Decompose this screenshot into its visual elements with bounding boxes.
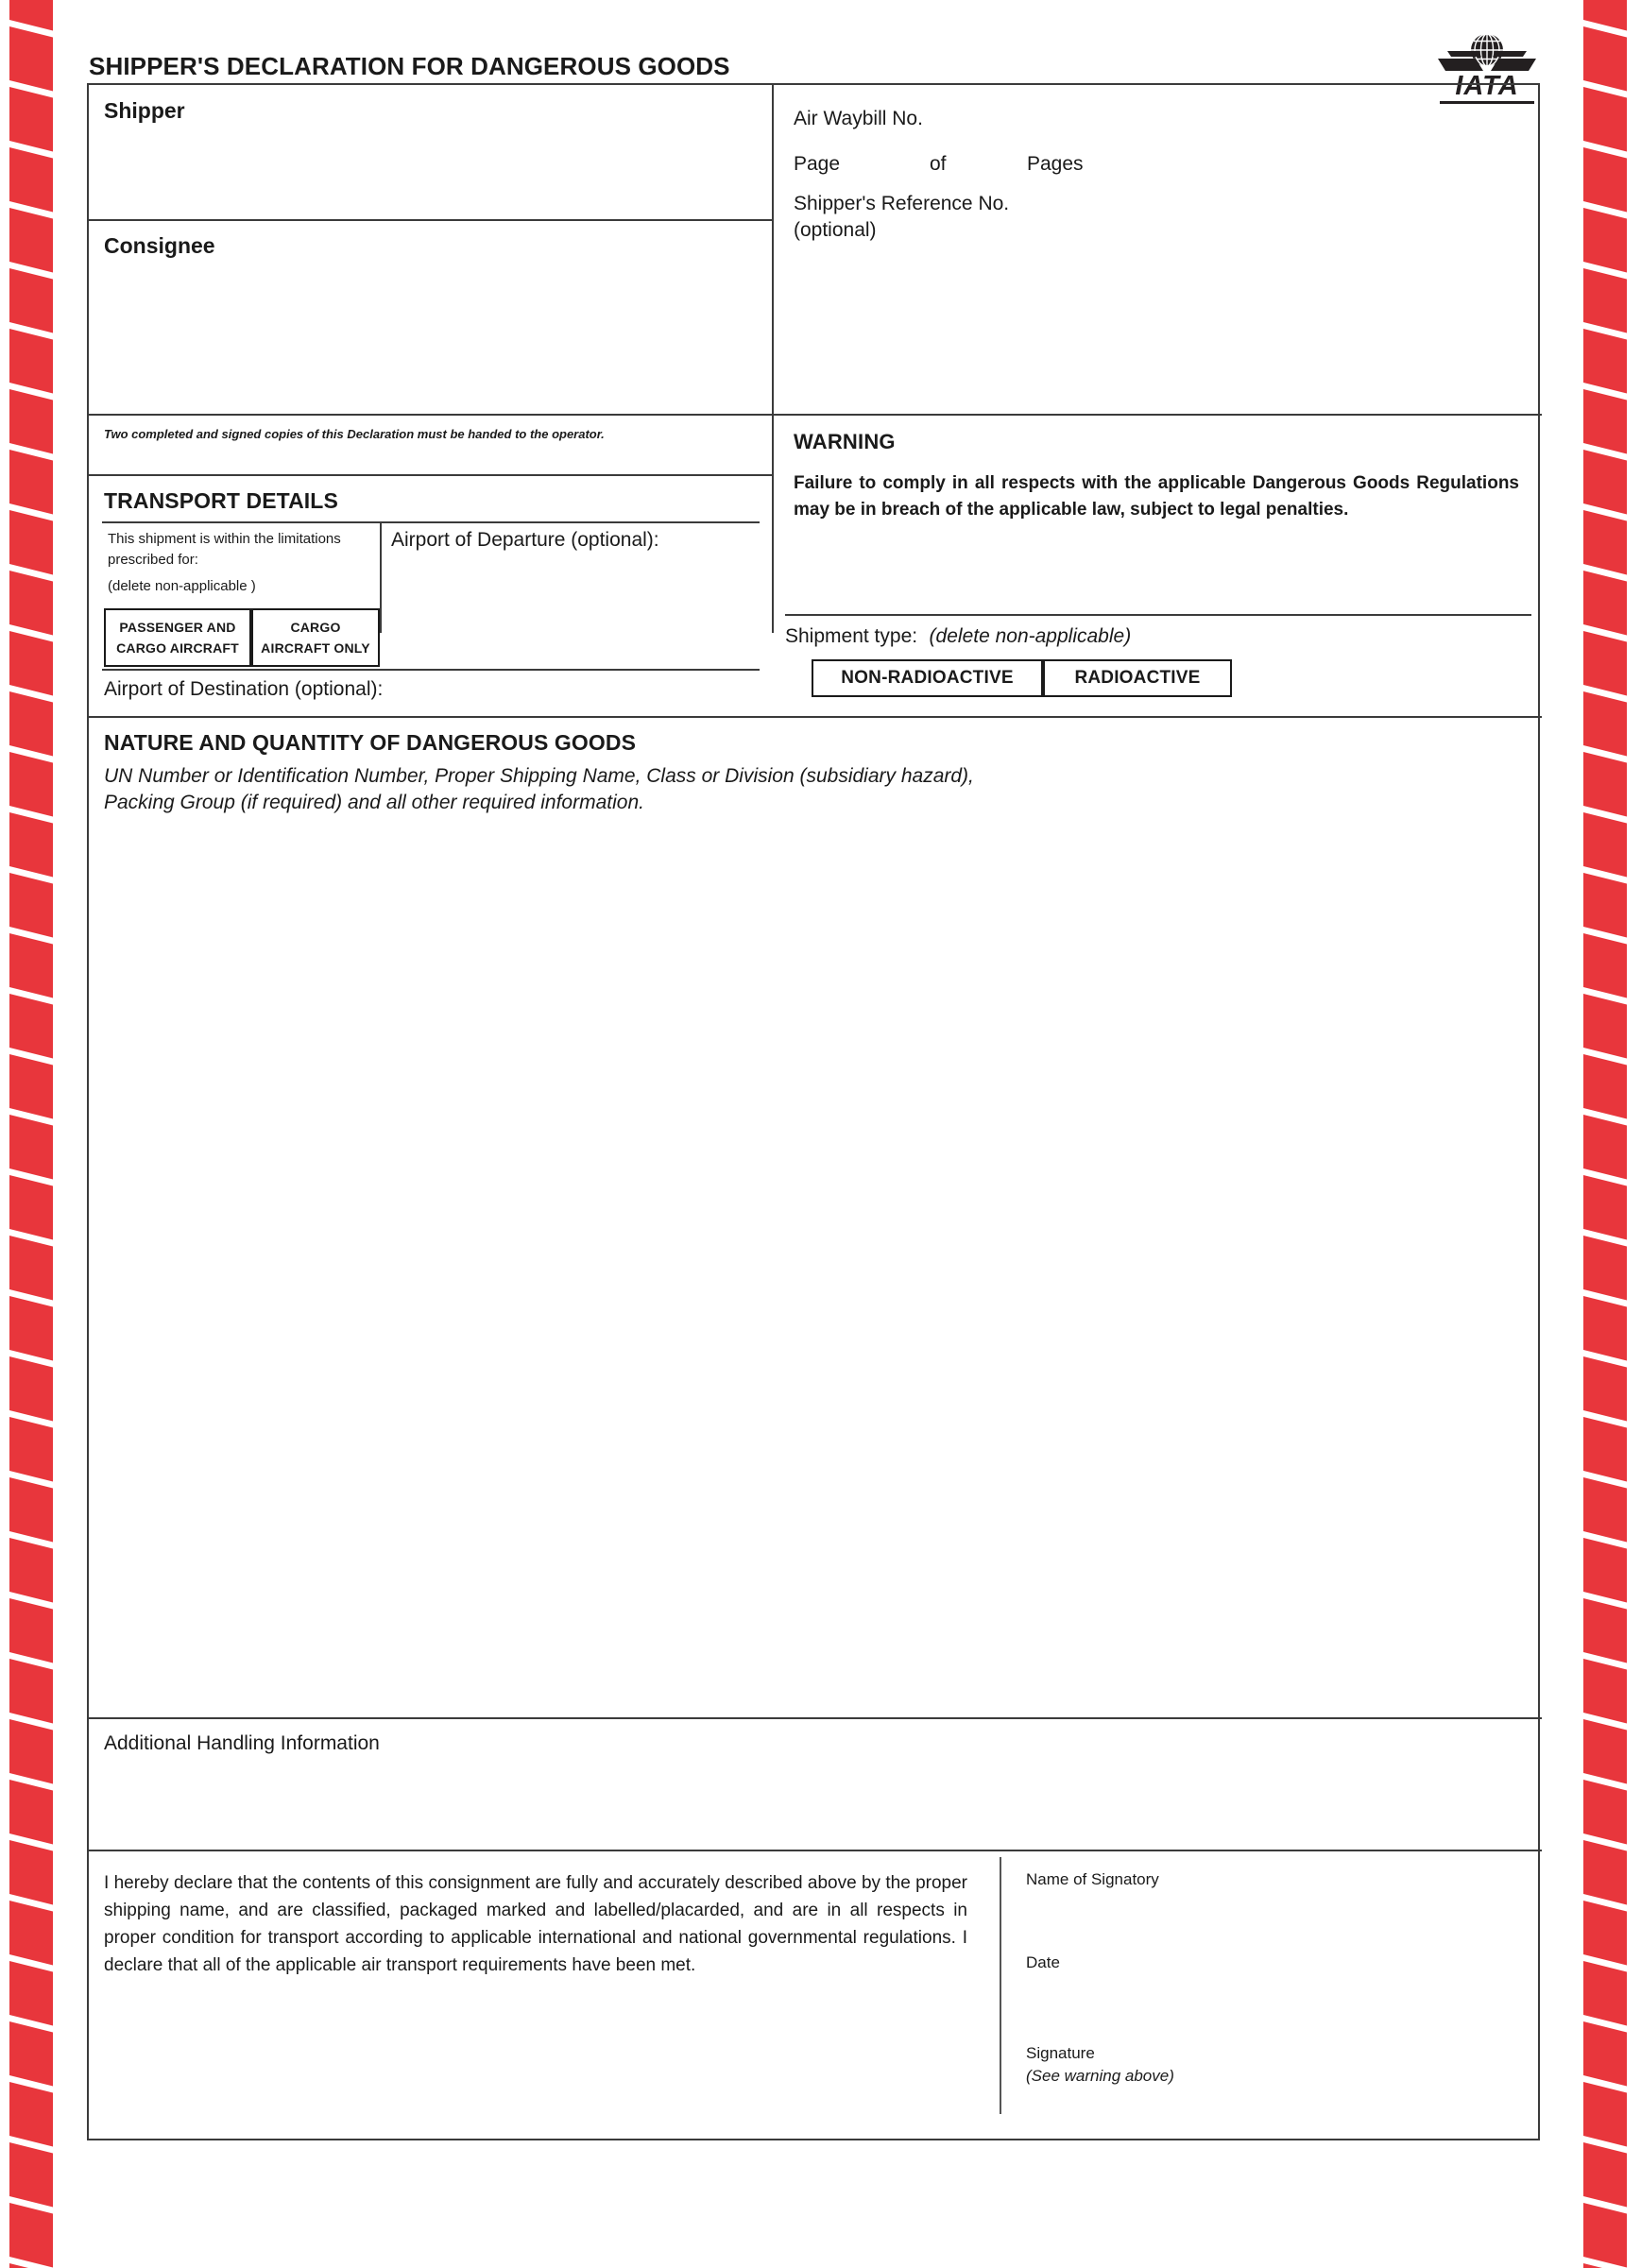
name-of-signatory-value[interactable] (1026, 1895, 1523, 1938)
hazard-stripe (9, 2076, 53, 2154)
copies-note-text: Two completed and signed copies of this Declaration must be handed to the operator. (104, 427, 605, 441)
shipment-type-top-rule (785, 614, 1531, 616)
declaration-text-cell (89, 1855, 998, 2139)
name-of-signatory-label: Name of Signatory (1026, 1870, 1159, 1888)
shipper-value[interactable] (104, 132, 762, 213)
hazard-stripe (1583, 1532, 1627, 1610)
hazard-stripe (1583, 2076, 1627, 2154)
hazard-stripe (9, 2016, 53, 2093)
additional-handling-label: Additional Handling Information (104, 1732, 380, 1754)
hazard-stripe (9, 21, 53, 98)
hazard-stripe (9, 1230, 53, 1307)
airport-destination-label: Airport of Destination (optional): (104, 678, 384, 700)
passenger-aircraft-line2: CARGO AIRCRAFT (116, 640, 239, 656)
hazard-stripe (9, 928, 53, 1005)
additional-handling-cell[interactable] (89, 1719, 1542, 1850)
hazard-stripe (9, 686, 53, 763)
hazard-stripe (1583, 1169, 1627, 1247)
hazard-stripe-bar-left (9, 0, 53, 2268)
hazard-stripe (1583, 142, 1627, 219)
airport-departure-cell[interactable] (391, 529, 750, 588)
hazard-stripe (9, 1351, 53, 1428)
hazard-stripe (1583, 21, 1627, 98)
hazard-stripe (1583, 625, 1627, 703)
hazard-stripe (9, 81, 53, 159)
hazard-stripe (9, 504, 53, 582)
hazard-stripe (1583, 444, 1627, 521)
hazard-stripe (9, 384, 53, 461)
airport-departure-label: Airport of Departure (optional): (391, 529, 659, 551)
airport-departure-value[interactable] (391, 565, 750, 588)
of-label: of (930, 153, 947, 175)
page-title: SHIPPER'S DECLARATION FOR DANGEROUS GOODS (89, 52, 730, 80)
form-outer-frame (87, 83, 1540, 2140)
shipment-type-label: Shipment type: (785, 625, 918, 647)
hazard-stripe (1583, 867, 1627, 945)
hazard-stripe (9, 1472, 53, 1549)
hazard-stripe (1583, 1714, 1627, 1791)
hazard-stripe (9, 1290, 53, 1368)
iata-logo-text: IATA (1434, 73, 1540, 100)
declaration-body: I hereby declare that the contents of this consignment are fully and accurately described above by the proper shipping name, and are classified, packaged marked and labelled/placarded, and are in all respects in proper condition for transport according to applicable international and national governmental regulations. I declare that all of the applicable air transport requirements have been met. (104, 1873, 967, 1975)
shipment-type-note: (delete non-applicable) (929, 625, 1132, 647)
transport-inner-divider (380, 521, 382, 633)
hazard-stripe (9, 1049, 53, 1126)
air-waybill-label: Air Waybill No. (794, 108, 923, 129)
cargo-aircraft-line2: AIRCRAFT ONLY (261, 640, 370, 656)
hazard-stripe (9, 807, 53, 884)
declaration-top-rule (89, 1850, 1542, 1851)
limitation-text: This shipment is within the limitations prescribed for: (108, 531, 341, 568)
nature-subheading-line1: UN Number or Identification Number, Proper Shipping Name, Class or Division (subsidiary hazard), (104, 765, 974, 787)
hazard-stripe (1583, 1653, 1627, 1731)
copies-note-cell (89, 416, 772, 474)
hazard-stripe (1583, 202, 1627, 280)
transport-heading-rule (102, 521, 760, 523)
hazard-stripe (9, 1714, 53, 1791)
warning-cell (774, 416, 1540, 584)
hazard-stripe (9, 444, 53, 521)
consignee-value[interactable] (104, 268, 762, 408)
transport-details-heading: TRANSPORT DETAILS (104, 488, 338, 513)
hazard-stripe (9, 263, 53, 340)
hazard-stripe (1583, 1955, 1627, 2033)
signature-label: Signature (1026, 2044, 1095, 2062)
signature-note: (See warning above) (1026, 2067, 1174, 2085)
signatory-divider (1000, 1857, 1001, 2114)
shipper-label: Shipper (104, 98, 185, 123)
hazard-stripe (9, 1532, 53, 1610)
hazard-stripe (1583, 1049, 1627, 1126)
hazard-stripe (9, 988, 53, 1066)
hazard-stripe (1583, 988, 1627, 1066)
hazard-stripe (1583, 1895, 1627, 1972)
hazard-stripe (9, 1955, 53, 2033)
hazard-stripe (1583, 263, 1627, 340)
hazard-stripe (9, 625, 53, 703)
declaration-form (87, 26, 1542, 2199)
hazard-stripe (9, 565, 53, 642)
nature-subheading-line2: Packing Group (if required) and all other required information. (104, 792, 644, 813)
hazard-stripe (9, 1895, 53, 1972)
nature-heading: NATURE AND QUANTITY OF DANGEROUS GOODS (104, 730, 637, 755)
hazard-stripe (9, 746, 53, 824)
hazard-stripe (1583, 1411, 1627, 1489)
waybill-cell (774, 85, 1540, 241)
hazard-stripe (1583, 807, 1627, 884)
hazard-stripe (1583, 2016, 1627, 2093)
hazard-stripe (9, 1834, 53, 1912)
hazard-stripe (9, 142, 53, 219)
hazard-stripe (1583, 1834, 1627, 1912)
cargo-aircraft-only-option[interactable] (251, 608, 380, 667)
hazard-stripe (1583, 1230, 1627, 1307)
hazard-stripe (9, 1774, 53, 1851)
hazard-stripe (1583, 1593, 1627, 1670)
hazard-stripe (9, 2137, 53, 2214)
hazard-stripe (1583, 686, 1627, 763)
cargo-aircraft-line1: CARGO (290, 619, 341, 635)
hazard-stripe (1583, 323, 1627, 401)
warning-body: Failure to comply in all respects with the applicable Dangerous Goods Regulations may be in breach of the applicable law, subject to legal penalties. (794, 473, 1519, 520)
hazard-stripe (9, 202, 53, 280)
hazard-stripe (1583, 384, 1627, 461)
date-label: Date (1026, 1953, 1060, 1971)
consignee-label: Consignee (104, 233, 215, 258)
page-label: Page (794, 153, 841, 175)
hazard-stripe (1583, 1774, 1627, 1851)
hazard-stripe (1583, 746, 1627, 824)
shipper-reference-optional: (optional) (794, 219, 877, 241)
passenger-and-cargo-aircraft-option[interactable] (104, 608, 251, 667)
hazard-stripe (9, 867, 53, 945)
hazard-stripe (9, 2197, 53, 2268)
hazard-stripe (9, 1109, 53, 1186)
radioactive-option[interactable]: RADIOACTIVE (1043, 659, 1232, 697)
hazard-stripe (9, 323, 53, 401)
warning-heading: WARNING (794, 430, 896, 453)
limitation-cell (104, 525, 380, 601)
hazard-stripe (1583, 2137, 1627, 2214)
date-value[interactable] (1026, 1978, 1523, 2021)
hazard-stripe (1583, 504, 1627, 582)
hazard-stripe (9, 1169, 53, 1247)
non-radioactive-option[interactable]: NON-RADIOACTIVE (812, 659, 1043, 697)
hazard-stripe (9, 1593, 53, 1670)
additional-handling-value[interactable] (104, 1768, 1530, 1844)
hazard-stripe (1583, 928, 1627, 1005)
passenger-aircraft-line1: PASSENGER AND (119, 619, 236, 635)
pages-label: Pages (1027, 153, 1084, 175)
shipper-cell[interactable] (89, 85, 772, 219)
delete-non-applicable-note: (delete non-applicable ) (108, 578, 256, 594)
hazard-stripe-bar-right (1583, 0, 1627, 2268)
signature-value[interactable] (1026, 2091, 1523, 2125)
shipment-type-cell (785, 625, 1531, 648)
shipper-reference-label: Shipper's Reference No. (794, 193, 1010, 214)
hazard-stripe (1583, 1290, 1627, 1368)
hazard-stripe (1583, 1351, 1627, 1428)
consignee-cell[interactable] (89, 221, 772, 414)
nature-and-quantity-cell[interactable] (89, 718, 1542, 1717)
hazard-stripe (1583, 2197, 1627, 2268)
hazard-stripe (9, 1411, 53, 1489)
hazard-stripe (9, 1653, 53, 1731)
hazard-stripe (1583, 81, 1627, 159)
transport-block-rule (102, 669, 760, 671)
hazard-stripe (1583, 1109, 1627, 1186)
nature-value[interactable] (104, 831, 1530, 1710)
hazard-stripe (1583, 1472, 1627, 1549)
hazard-stripe (1583, 565, 1627, 642)
signatory-cell[interactable] (1003, 1855, 1538, 2139)
